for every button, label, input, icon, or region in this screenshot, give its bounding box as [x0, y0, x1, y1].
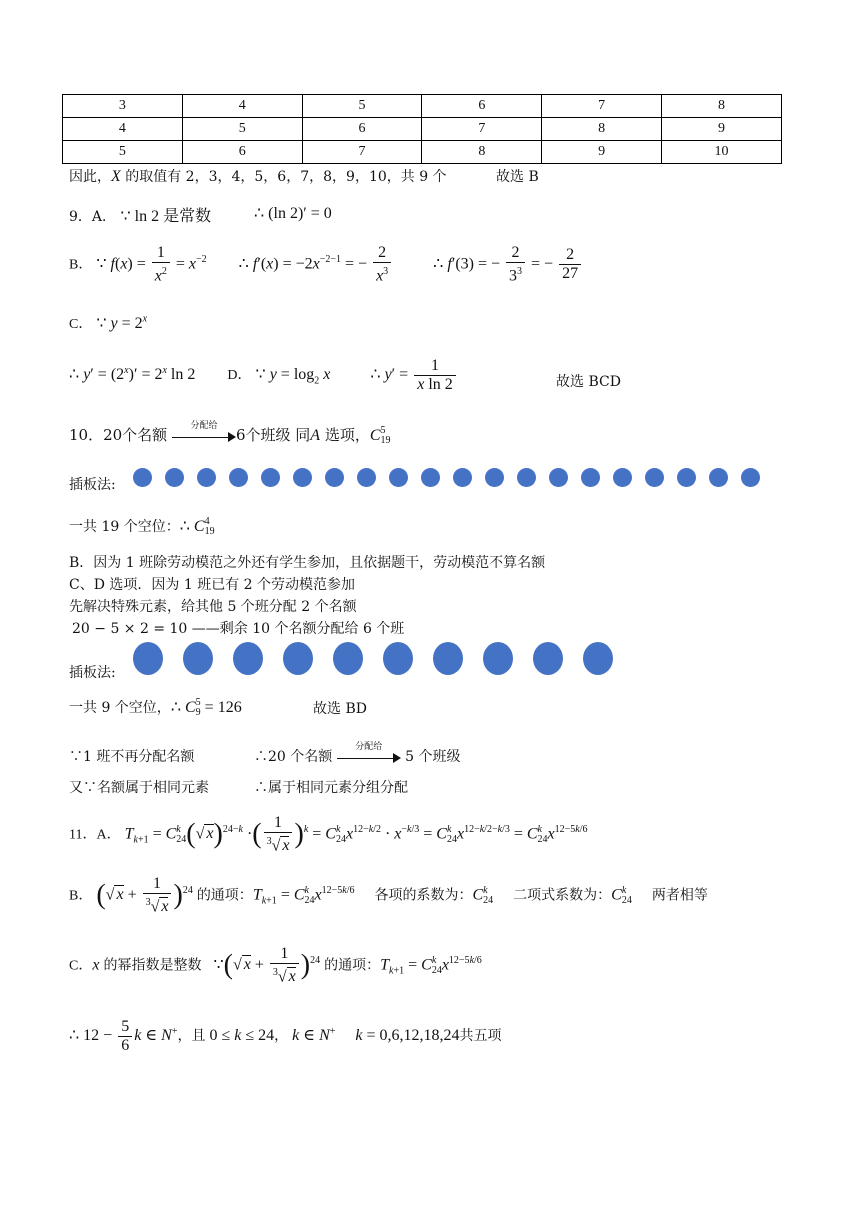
table-cell: 6: [302, 118, 422, 141]
plate-dot: [133, 468, 152, 487]
arrow-icon: [172, 421, 236, 444]
q11-b-label: B．: [69, 888, 93, 904]
plate-dot: [333, 642, 363, 675]
q11-b-t4: 两者相等: [651, 888, 708, 904]
q11-c-t1: 的幂指数是整数: [103, 958, 202, 974]
plate-dot: [741, 468, 760, 487]
table-row: [63, 118, 782, 141]
q10-special-line: 先解决特殊元素，给其他 5 个班分配 2 个名额: [69, 599, 357, 615]
q9-b-label: B．: [69, 257, 93, 273]
q10-a3: A: [310, 427, 321, 444]
plate-dot: [325, 468, 344, 487]
q10-note-1b: [254, 742, 461, 766]
conclusion-text-a: 因此，: [69, 169, 111, 185]
table-cell: 3: [63, 95, 183, 118]
q10-a1: 20个名额: [103, 426, 168, 444]
table-cell: 8: [422, 141, 542, 164]
plate-label-2: 插板法:: [69, 665, 116, 681]
plate-dot: [383, 642, 413, 675]
q9-a: [69, 203, 211, 226]
table-row: [63, 141, 782, 164]
q9-b: B． ∵ f(x) = $\frac{1}{x^2}$ = $x^{-2}$ ∴ $f'(x) = -2x^{-2-1}$ = − $\frac{2}{x^3}$ ∴ f′(3) = − $\frac{2}{3^3}$ = − $\frac{2}{27}$: [69, 244, 583, 285]
plate-dot: [453, 468, 472, 487]
table-cell: 5: [63, 141, 183, 164]
q10-label: 10．: [69, 426, 104, 444]
plate-dot: [133, 642, 163, 675]
q9-c: C． ∵ $y = 2^x$: [69, 313, 148, 332]
plate-dot: [533, 642, 563, 675]
q11-b-t1: 的通项：: [196, 888, 253, 904]
arrow-label-2: 分配给: [355, 742, 383, 752]
q11-c-label: C．: [69, 958, 93, 974]
plate-dot: [357, 468, 376, 487]
note1a: ∵1 班不再分配名额: [69, 749, 195, 765]
value-table: [62, 94, 782, 164]
plate-dot: [283, 642, 313, 675]
q9-d-label: D．: [227, 368, 252, 384]
plate-dot: [183, 642, 213, 675]
plate-dot: [583, 642, 613, 675]
q11-last-t1: ，且: [177, 1029, 206, 1045]
table-cell: 6: [422, 95, 542, 118]
plate-dot: [613, 468, 632, 487]
q9-a-text: ∵ ln 2 是常数: [120, 208, 212, 225]
plate-dot: [677, 468, 696, 487]
q11-b-t2: 各项的系数为：: [374, 888, 473, 904]
gaps2-text: 一共 9 个空位，: [69, 700, 171, 716]
q10-note-2a: 又∵名额属于相同元素: [69, 780, 209, 796]
plate-dot: [165, 468, 184, 487]
q10-header: 10．20个名额 分配给 6个班级 同A 选项，C5 19: [69, 424, 391, 446]
q10-a4: 选项，: [320, 426, 370, 444]
q11-last-t2: ，: [274, 1029, 289, 1045]
q11-c: C．x 的幂指数是整数 ∵(√ x + $\frac{1}{^3√ x}$ )$^{24}$ 的通项：$T_{k+1} = Ck$ $24x^{12-5k/6}$: [69, 945, 482, 986]
table-cell: 5: [182, 118, 302, 141]
table-cell: 7: [422, 118, 542, 141]
table-cell: 7: [542, 95, 662, 118]
q11-a-label: 11．A．: [69, 827, 121, 843]
q11-last: ∴ 12 − $\frac{5}{6}$ k ∈ N+，且 0 ≤ k ≤ 24， k ∈ N+ k = 0,6,12,18,24共五项: [69, 1018, 502, 1054]
q11-last-t3: 共五项: [459, 1029, 502, 1045]
plate-dot: [293, 468, 312, 487]
plate-dots-10: [133, 642, 633, 675]
plate-dot: [261, 468, 280, 487]
plate-dot: [485, 468, 504, 487]
plate-dot: [517, 468, 536, 487]
table-cell: 7: [302, 141, 422, 164]
x-values-line: [69, 166, 447, 186]
plate-dot: [549, 468, 568, 487]
q9-c-label: C．: [69, 317, 93, 332]
plate-dot: [709, 468, 728, 487]
gaps1-text: 一共 19 个空位：: [69, 519, 180, 535]
note1b: ∴20 个名额: [254, 749, 333, 765]
q11-c-t2: 的通项：: [324, 958, 381, 974]
plate-dots-19: [133, 468, 773, 487]
q11-a: 11．A． $T_{k+1} = Ck$ 24(√ x)$^{24-k}$ ·( $\frac{1}{^3√ x}$ )$^k$ = Ck $24x^{12-k/2} \cdot x^{-k/3} = Ck$ $24x^{12-k/2-k/3} = Ck$ $24x^{12-5k/6}$: [69, 814, 588, 855]
q10-calc-line: 20 − 5 × 2 = 10 ——剩余 10 个名额分配给 6 个班: [72, 621, 405, 637]
table-cell: 10: [662, 141, 782, 164]
plate-dot: [581, 468, 600, 487]
q9-cd: ∴ $y' = (2^x)' = 2^x$ ln 2 D． ∵ $y = \log_2 x$ ∴ y′ = $\frac{1}{\text{x ln 2}}$: [69, 357, 458, 394]
q8-choice: 故选 B: [496, 169, 539, 185]
plate-dot: [389, 468, 408, 487]
q9-a-result: ∴ (ln 2)′ = 0: [254, 205, 332, 222]
table-cell: 8: [662, 95, 782, 118]
plate-dot: [197, 468, 216, 487]
plate-dot: [645, 468, 664, 487]
table-row: [63, 95, 782, 118]
table-cell: 4: [63, 118, 183, 141]
q9-choice: 故选 BCD: [556, 374, 621, 390]
q10-note-1: [69, 746, 194, 766]
note1c: 5 个班级: [405, 749, 461, 765]
plate-dot: [421, 468, 440, 487]
plate-dot: [433, 642, 463, 675]
q11-b-t3: 二项式系数为：: [513, 888, 612, 904]
q10-cd-line: C、D 选项．因为 1 班已有 2 个劳动模范参加: [69, 577, 356, 593]
plate-label-1: 插板法:: [69, 477, 116, 493]
conclusion-text-b: 的取值有 2，3，4，5，6，7，8，9，10，共 9 个: [120, 169, 447, 185]
q10-b-line: B．因为 1 班除劳动模范之外还有学生参加，且依据题干，劳动模范不算名额: [69, 555, 546, 571]
table-cell: 9: [542, 141, 662, 164]
table-cell: 8: [542, 118, 662, 141]
table-cell: 4: [182, 95, 302, 118]
plate-dot: [233, 642, 263, 675]
q10-gaps-2: 一共 9 个空位，∴ C5 9 = 126: [69, 697, 242, 719]
arrow-label: 分配给: [190, 421, 218, 431]
table-cell: 6: [182, 141, 302, 164]
q10-note-2b: ∴属于相同元素分组分配: [254, 780, 408, 796]
arrow-icon-2: [337, 742, 401, 765]
q9-a-label: 9．A．: [69, 209, 117, 225]
table-cell: 5: [302, 95, 422, 118]
plate-dot: [229, 468, 248, 487]
q10-a2: 6个班级 同: [235, 426, 311, 444]
q11-b: B． (√ x + $\frac{1}{^3√ x}$ )$^{24}$ 的通项：$T_{k+1} = Ck$ $24x^{12-5k/6}$ 各项的系数为：Ck 24 二项式系数为：Ck 24 两者相等: [69, 875, 708, 916]
q10-choice: 故选 BD: [313, 701, 367, 717]
table-cell: 9: [662, 118, 782, 141]
var-x: X: [111, 168, 121, 185]
q10-gaps-1: 一共 19 个空位：∴ C4 19: [69, 516, 215, 538]
plate-dot: [483, 642, 513, 675]
